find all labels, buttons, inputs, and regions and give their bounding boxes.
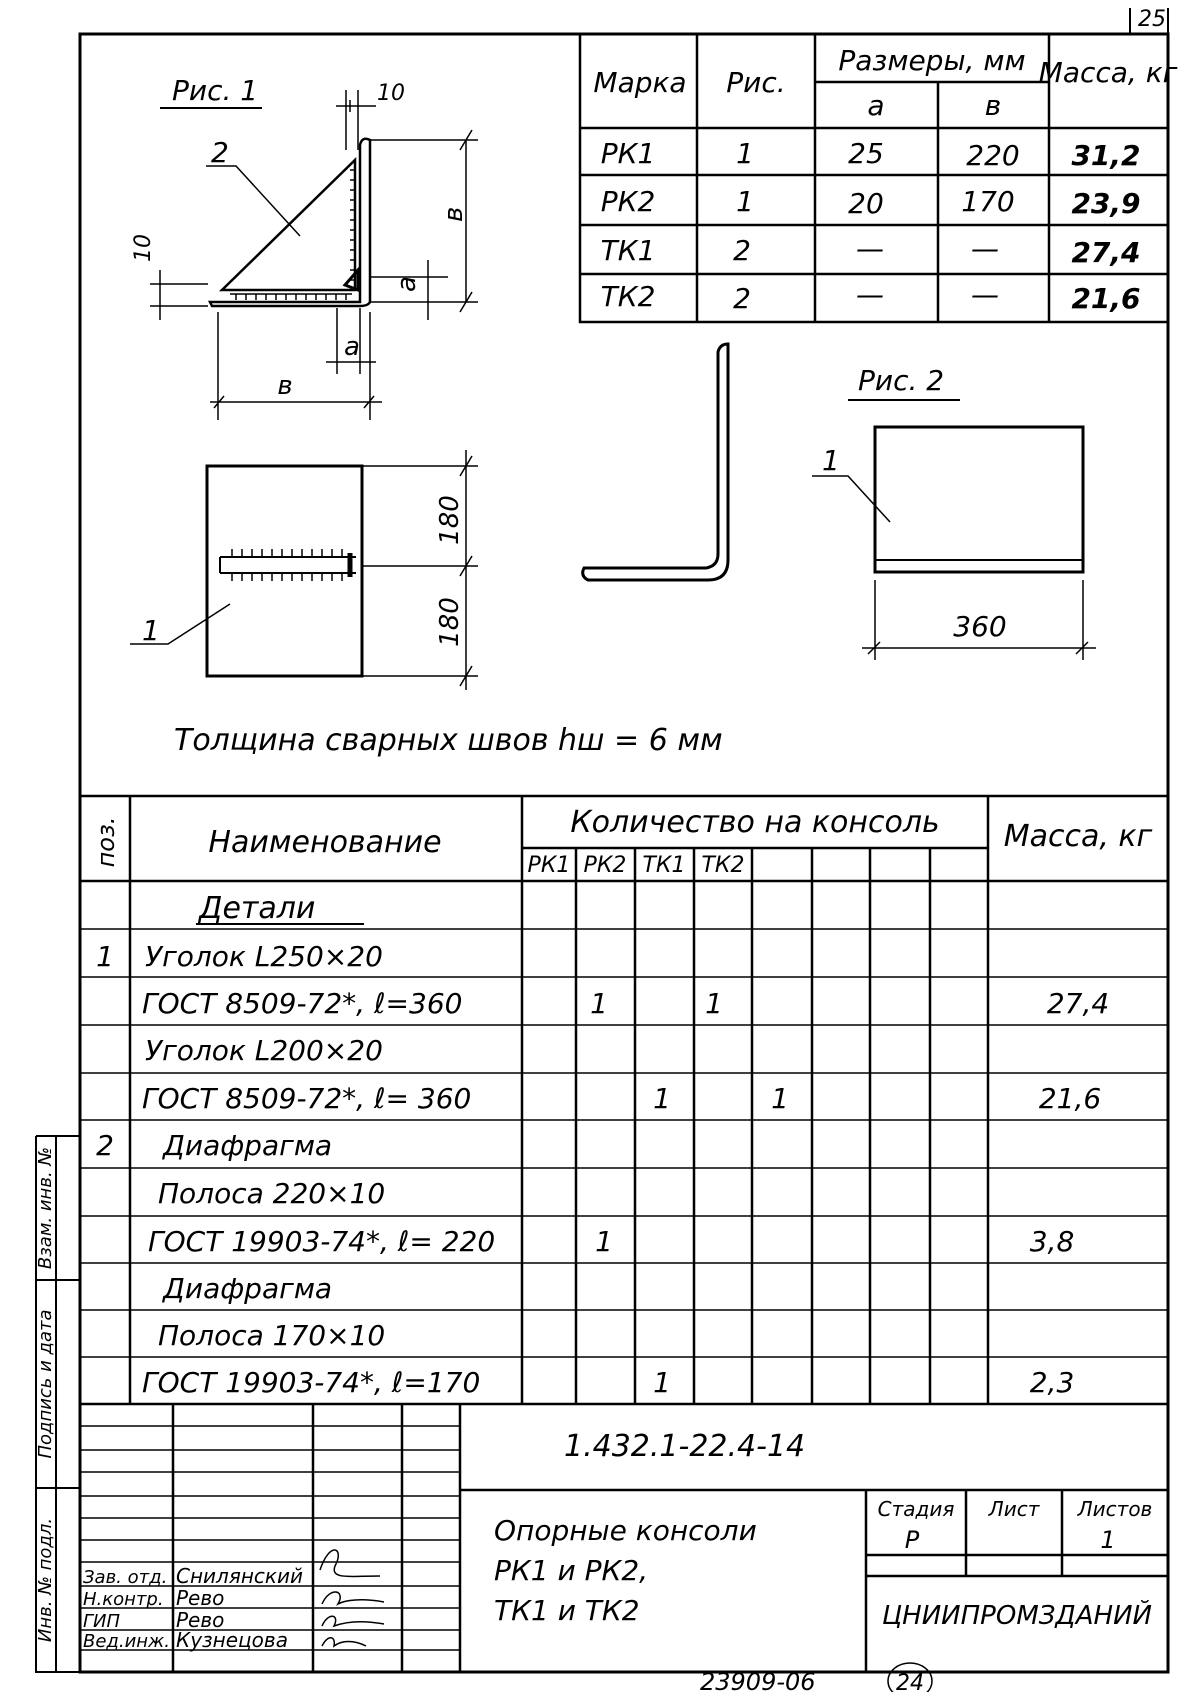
col-mass-header	[1039, 56, 1178, 89]
row-pos: 2	[96, 1129, 114, 1162]
mass-header-text: Масса, кг	[1038, 56, 1178, 89]
col-dims-header: Размеры, мм	[838, 44, 1026, 77]
role-name: Кузнецова	[176, 1628, 288, 1652]
col-fig-header: Рис.	[726, 66, 786, 99]
row-mass: 21,6	[1071, 282, 1141, 315]
row-mass: 31,2	[1071, 139, 1141, 172]
signature-mark	[322, 1592, 384, 1604]
row-fig: 1	[736, 185, 754, 218]
angle-front-view	[875, 427, 1083, 572]
organization: ЦНИИПРОМЗДАНИЙ	[882, 1601, 1152, 1631]
qty-col-tk2: ТК2	[701, 853, 745, 878]
row-name: Диафрагма	[163, 1129, 333, 1162]
table-row	[96, 940, 383, 973]
spec-table	[80, 796, 1168, 1404]
role-name: Рево	[176, 1586, 225, 1610]
qty-col-tk1: ТК1	[642, 853, 686, 878]
diaphragm-rib	[222, 160, 355, 290]
table-row	[96, 1129, 332, 1162]
stage-label: Стадия	[877, 1497, 955, 1521]
sheet-label: Лист	[988, 1497, 1040, 1521]
dim-b-right: в	[439, 206, 469, 222]
row-mass: 3,8	[1029, 1225, 1075, 1258]
row-a: 25	[848, 137, 884, 170]
stage-value: Р	[904, 1526, 920, 1554]
sheets-label: Листов	[1077, 1497, 1153, 1521]
page-number: 24	[896, 1671, 924, 1692]
spec-mass-header: Масса, кг	[1003, 819, 1153, 854]
archive-number: 23909-06	[700, 1668, 816, 1692]
row-b: 220	[966, 139, 1020, 172]
table-row	[158, 1177, 385, 1210]
row-name: Уголок L250×20	[145, 940, 383, 973]
row-fig: 2	[733, 282, 751, 315]
dim-b-bottom: в	[277, 371, 293, 401]
row-mass: 27,4	[1071, 236, 1141, 269]
role-label: Н.контр.	[83, 1589, 164, 1610]
row-mark: РК1	[600, 137, 656, 170]
row-name: Полоса 170×10	[158, 1319, 386, 1352]
role-label: Вед.инж.	[83, 1631, 170, 1652]
row-mark: ТК2	[600, 280, 656, 313]
row-qty-rk2: 1	[653, 1082, 671, 1115]
table-row	[601, 278, 1141, 315]
signature-mark	[320, 1550, 380, 1577]
dim-360: 360	[953, 610, 1007, 643]
row-qty-tk2: 1	[771, 1082, 789, 1115]
spec-pos-header: поз.	[92, 816, 120, 868]
sheet-corner-number: 25	[1138, 7, 1166, 32]
dim-180-bottom: 180	[435, 597, 465, 647]
row-name: Диафрагма	[163, 1272, 333, 1305]
col-a-header: а	[867, 89, 885, 122]
signature-row	[83, 1628, 366, 1652]
row-fig: 2	[733, 234, 751, 267]
fig1-pos-2: 2	[211, 136, 229, 169]
inv-podl-label: Инв. № подл.	[35, 1517, 56, 1643]
col-b-header: в	[984, 89, 1002, 122]
row-qty-rk2: 1	[653, 1366, 671, 1399]
angle-side-view	[583, 344, 728, 580]
role-label: Зав. отд.	[83, 1567, 168, 1588]
doc-number: 1.432.1-22.4-14	[564, 1429, 806, 1464]
row-b: 170	[961, 185, 1015, 218]
dim-a-bottom: а	[344, 332, 360, 362]
row-a: 20	[848, 187, 884, 220]
row-name: ГОСТ 19903-74*, ℓ=170	[142, 1366, 481, 1399]
table-row	[142, 987, 1109, 1020]
row-name: Уголок L200×20	[145, 1034, 383, 1067]
spec-name-header: Наименование	[208, 825, 442, 860]
qty-col-rk1: РК1	[527, 853, 571, 878]
row-mark: ТК1	[600, 234, 656, 267]
fig2-pos-1: 1	[822, 444, 840, 477]
row-qty-rk1: 1	[595, 1225, 613, 1258]
row-name: Полоса 220×10	[158, 1177, 386, 1210]
row-a: —	[856, 278, 884, 311]
table-row	[601, 185, 1141, 220]
signature-mark	[322, 1616, 384, 1626]
table-row	[148, 1225, 1074, 1258]
table-row	[142, 1082, 1101, 1115]
fig1-pos-1: 1	[142, 614, 160, 647]
role-name: Рево	[176, 1608, 225, 1632]
spec-qty-header: Количество на консоль	[570, 805, 940, 840]
signature-mark	[322, 1638, 366, 1646]
table-row	[161, 1272, 332, 1305]
role-label: ГИП	[83, 1611, 121, 1632]
row-name: ГОСТ 19903-74*, ℓ= 220	[148, 1225, 496, 1258]
table-row	[145, 1034, 383, 1067]
col-mark-header: Марка	[593, 66, 687, 99]
table-row	[142, 1366, 1074, 1399]
row-mass: 23,9	[1071, 187, 1141, 220]
signature-row	[83, 1586, 384, 1610]
row-a: —	[856, 232, 884, 265]
row-mass: 27,4	[1046, 987, 1110, 1020]
sheets-value: 1	[1100, 1526, 1116, 1554]
row-b: —	[971, 232, 999, 265]
fig1-title: Рис. 1	[172, 74, 259, 107]
dim-10-left: 10	[131, 234, 156, 262]
row-fig: 1	[736, 137, 754, 170]
qty-col-rk2: РК2	[583, 853, 627, 878]
title-line-3: ТК1 и ТК2	[494, 1594, 640, 1627]
table-row	[601, 137, 1141, 172]
title-block	[80, 1404, 1168, 1672]
podpis-label: Подпись и дата	[35, 1309, 56, 1459]
row-mass: 21,6	[1038, 1082, 1102, 1115]
marks-table	[580, 34, 1178, 322]
role-name: Снилянский	[176, 1564, 304, 1588]
dim-a-right: а	[392, 276, 422, 292]
table-row	[601, 232, 1141, 269]
row-mark: РК2	[600, 185, 656, 218]
figure-2	[583, 344, 1096, 660]
side-stamp	[35, 1136, 80, 1672]
table-row	[158, 1319, 385, 1352]
row-name: ГОСТ 8509-72*, ℓ=360	[142, 987, 463, 1020]
title-line-1: Опорные консоли	[494, 1514, 757, 1547]
table-row	[196, 891, 364, 926]
vzam-inv-label: Взам. инв. №	[35, 1146, 56, 1270]
fig2-title: Рис. 2	[858, 364, 945, 397]
plan-view	[207, 466, 362, 676]
row-b: —	[971, 278, 999, 311]
row-name: Детали	[199, 891, 316, 926]
dim-10-top: 10	[377, 81, 405, 106]
row-mass: 2,3	[1029, 1366, 1075, 1399]
row-qty-tk1: 1	[705, 987, 723, 1020]
figure-1	[130, 74, 478, 690]
title-line-2: РК1 и РК2,	[494, 1554, 649, 1587]
weld-note: Толщина сварных швов hш = 6 мм	[174, 723, 723, 758]
row-name: ГОСТ 8509-72*, ℓ= 360	[142, 1082, 472, 1115]
row-pos: 1	[96, 940, 114, 973]
dim-180-top: 180	[435, 495, 465, 545]
row-qty-rk1: 1	[590, 987, 608, 1020]
signature-row	[83, 1550, 380, 1588]
